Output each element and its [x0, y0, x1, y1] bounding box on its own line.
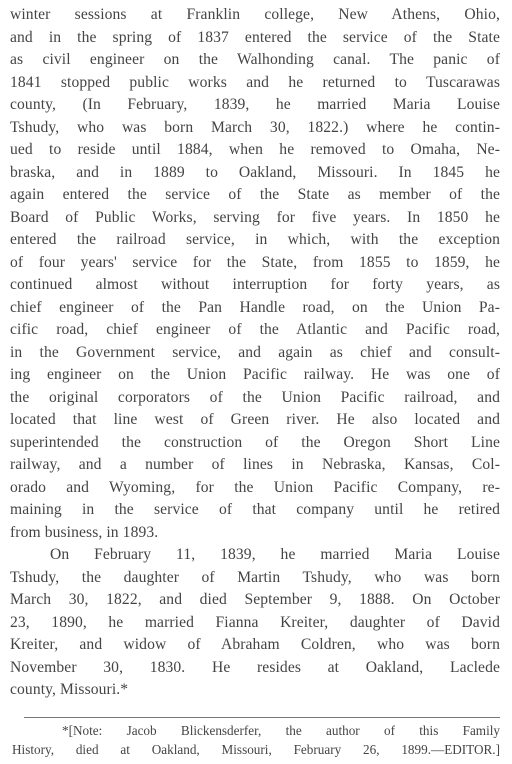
text-line: again entered the service of the State as member of the: [10, 186, 500, 203]
text-line: and in the spring of 1837 entered the service of the State: [10, 28, 500, 46]
text-line: winter sessions at Franklin college, New Athens, Ohio,: [10, 6, 500, 23]
footnote: [12, 721, 500, 759]
text-line: Kreiter, and widow of Abraham Coldren, who was born: [10, 636, 500, 653]
text-line: as civil engineer on the Walhonding canal. The panic of: [10, 51, 500, 68]
footnote-line: *[Note: Jacob Blickensderfer, the author of this Family: [62, 723, 500, 738]
text-line: ued to reside until 1884, when he removed to Omaha, Ne-: [10, 141, 500, 158]
text-line: March 30, 1822, and died September 9, 1888. On October: [10, 591, 500, 608]
paragraph-marriages: [10, 544, 500, 702]
text-line: county, Missouri.*: [10, 681, 129, 698]
text-line: the original corporators of the Union Pacific railroad, and: [10, 388, 500, 406]
text-line: maining in the service of that company until he retired: [10, 501, 500, 518]
text-line: located that line west of Green river. He also located and: [10, 411, 500, 428]
text-line: Board of Public Works, serving for five years. In 1850 he: [10, 208, 500, 226]
text-line: 23, 1890, he married Fianna Kreiter, daughter of David: [10, 613, 500, 631]
text-line: On February 11, 1839, he married Maria Louise: [50, 546, 500, 563]
footnote-divider: [24, 717, 500, 718]
text-line: Tshudy, who was born March 30, 1822.) where he contin-: [10, 118, 500, 136]
text-line: ing engineer on the Union Pacific railway. He was one of: [10, 366, 500, 383]
footnote-line: History, died at Oakland, Missouri, February 26, 1899.—EDITOR.]: [12, 742, 500, 757]
body-text: [10, 4, 500, 702]
text-line: entered the railroad service, in which, with the exception: [10, 231, 500, 248]
paragraph-biography-career: [10, 4, 500, 544]
text-line: braska, and in 1889 to Oakland, Missouri. In 1845 he: [10, 163, 500, 181]
text-line: November 30, 1830. He resides at Oakland, Laclede: [10, 658, 500, 676]
text-line: superintended the construction of the Oregon Short Line: [10, 433, 500, 451]
text-line: 1841 stopped public works and he returned to Tuscarawas: [10, 73, 500, 91]
text-line: orado and Wyoming, for the Union Pacific Company, re-: [10, 478, 500, 496]
text-line: Tshudy, the daughter of Martin Tshudy, who was born: [10, 568, 500, 586]
text-line: continued almost without interruption for forty years, as: [10, 276, 500, 293]
text-line: chief engineer of the Pan Handle road, on the Union Pa-: [10, 298, 500, 316]
text-line: railway, and a number of lines in Nebraska, Kansas, Col-: [10, 456, 500, 473]
text-line: county, (In February, 1839, he married Maria Louise: [10, 96, 500, 113]
text-line: of four years' service for the State, from 1855 to 1859, he: [10, 253, 500, 271]
text-line: from business, in 1893.: [10, 523, 159, 541]
text-line: cific road, chief engineer of the Atlantic and Pacific road,: [10, 321, 500, 338]
text-line: in the Government service, and again as chief and consult-: [10, 343, 500, 361]
